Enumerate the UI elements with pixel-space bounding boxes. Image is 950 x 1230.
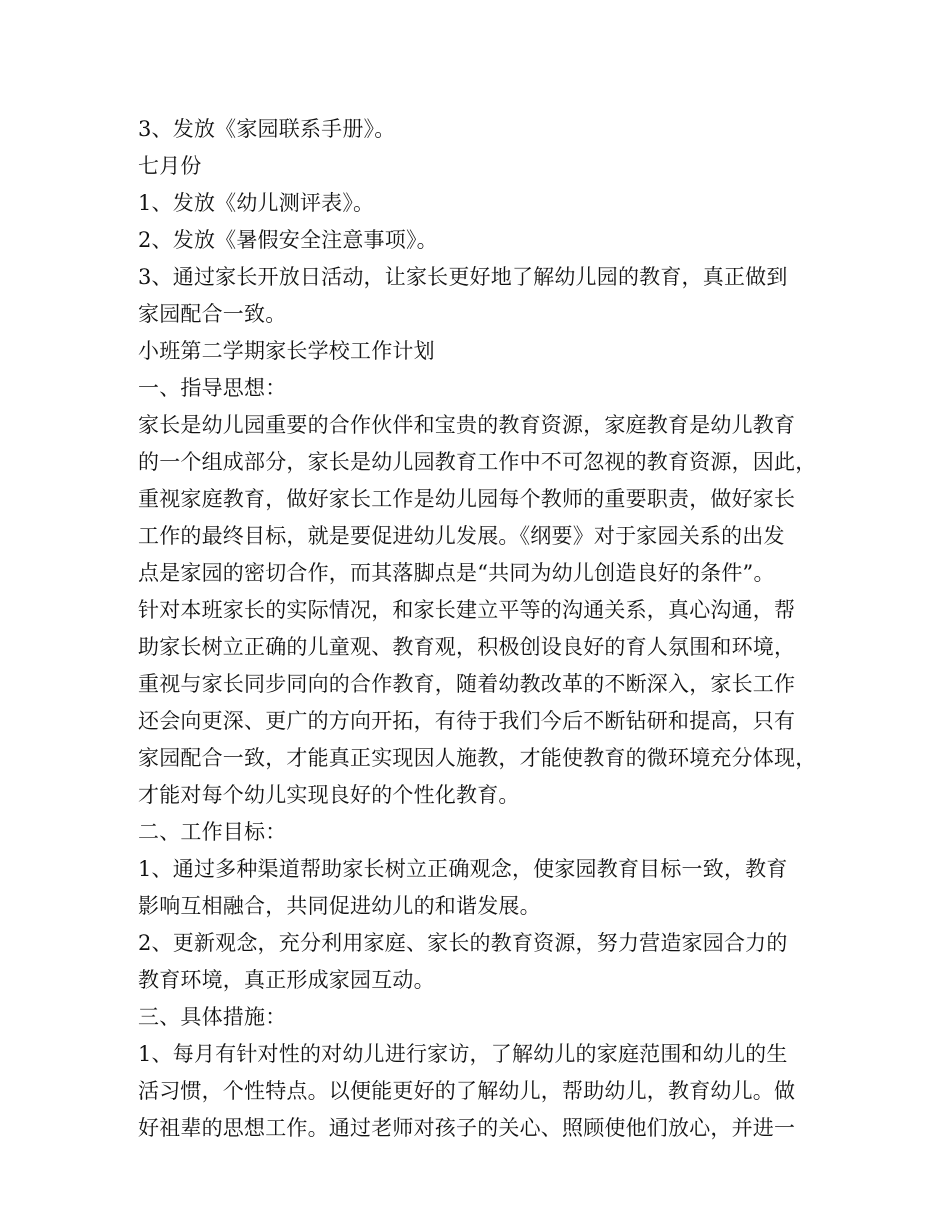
paragraph-line: 影响互相融合，共同促进幼儿的和谐发展。 xyxy=(138,894,541,918)
paragraph-line: 教育环境，真正形成家园互动。 xyxy=(138,968,435,992)
section-heading-guiding-idea: 一、指导思想： xyxy=(138,376,287,400)
text-line: 1、发放《幼儿测评表》。 xyxy=(138,191,375,215)
paragraph-line: 重视与家长同步同向的合作教育，随着幼教改革的不断深入，家长工作 xyxy=(138,672,796,696)
paragraph-line: 1、每月有针对性的对幼儿进行家访，了解幼儿的家庭范围和幼儿的生 xyxy=(138,1042,788,1066)
paragraph-line: 的一个组成部分，家长是幼儿园教育工作中不可忽视的教育资源，因此， xyxy=(138,450,817,474)
paragraph-line: 1、通过多种渠道帮助家长树立正确观念，使家园教育目标一致，教育 xyxy=(138,857,788,881)
text-line: 3、发放《家园联系手册》。 xyxy=(138,117,396,141)
section-heading-measures: 三、具体措施： xyxy=(138,1005,287,1029)
text-line: 家园配合一致。 xyxy=(138,302,287,326)
paragraph-line: 重视家庭教育，做好家长工作是幼儿园每个教师的重要职责，做好家长 xyxy=(138,487,796,511)
paragraph-line: 2、更新观念，充分利用家庭、家长的教育资源，努力营造家园合力的 xyxy=(138,931,788,955)
document-title: 小班第二学期家长学校工作计划 xyxy=(138,339,435,363)
section-heading-goals: 二、工作目标： xyxy=(138,820,287,844)
paragraph-line: 活习惯，个性特点。以便能更好的了解幼儿，帮助幼儿，教育幼儿。做 xyxy=(138,1079,796,1103)
paragraph-line: 好祖辈的思想工作。通过老师对孩子的关心、照顾使他们放心，并进一 xyxy=(138,1116,796,1140)
paragraph-line: 点是家园的密切合作，而其落脚点是“共同为幼儿创造良好的条件”。 xyxy=(138,561,775,585)
paragraph-line: 助家长树立正确的儿童观、教育观，积极创设良好的育人氛围和环境， xyxy=(138,635,796,659)
paragraph-line: 家园配合一致，才能真正实现因人施教，才能使教育的微环境充分体现， xyxy=(138,746,817,770)
section-heading-july: 七月份 xyxy=(138,154,202,178)
paragraph-line: 针对本班家长的实际情况，和家长建立平等的沟通关系，真心沟通，帮 xyxy=(138,598,796,622)
text-line: 3、通过家长开放日活动，让家长更好地了解幼儿园的教育，真正做到 xyxy=(138,265,788,289)
paragraph-line: 还会向更深、更广的方向开拓，有待于我们今后不断钻研和提高，只有 xyxy=(138,709,796,733)
document-body xyxy=(138,111,828,1147)
text-line: 2、发放《暑假安全注意事项》。 xyxy=(138,228,438,252)
paragraph-line: 才能对每个幼儿实现良好的个性化教育。 xyxy=(138,783,520,807)
paragraph-line: 工作的最终目标，就是要促进幼儿发展。《纲要》对于家园关系的出发 xyxy=(138,524,785,548)
paragraph-line: 家长是幼儿园重要的合作伙伴和宝贵的教育资源，家庭教育是幼儿教育 xyxy=(138,413,796,437)
